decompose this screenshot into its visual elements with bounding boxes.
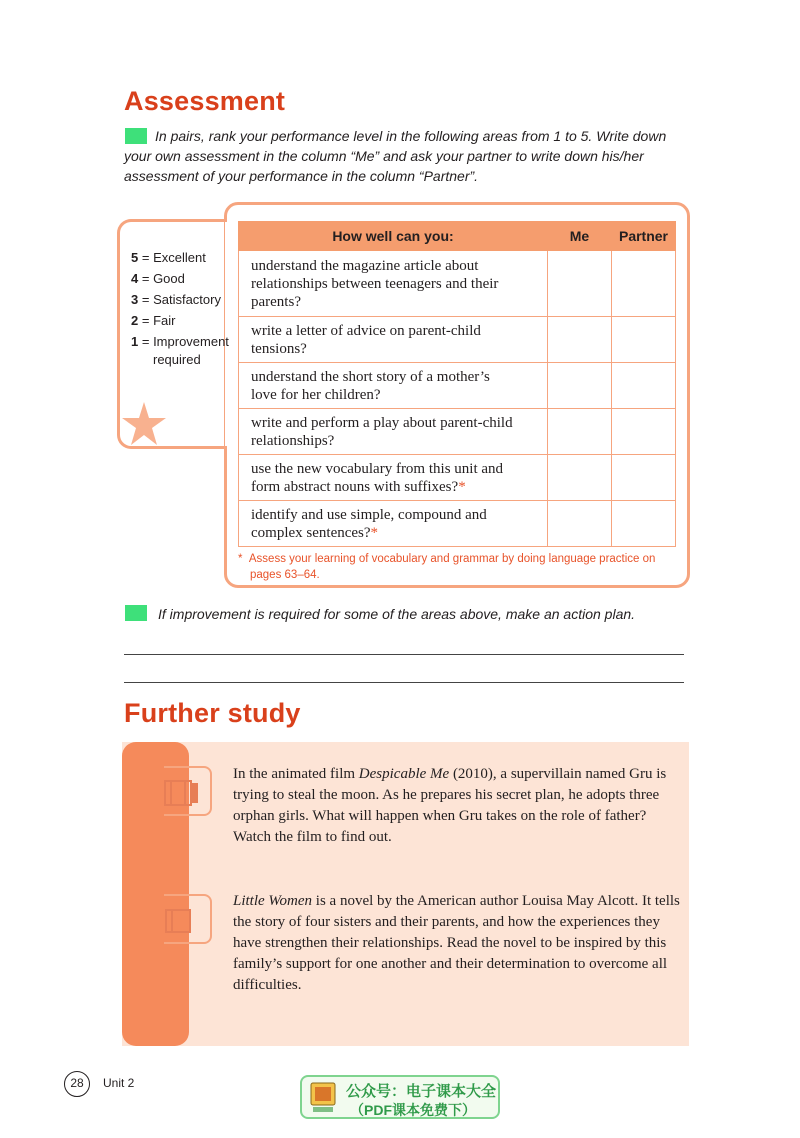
page-number: 28 bbox=[64, 1071, 90, 1097]
scale-item: 2 = Fair bbox=[131, 313, 176, 328]
table-footnote: * Assess your learning of vocabulary and grammar by doing language practice on pages 63–64. bbox=[238, 553, 656, 581]
me-input-cell[interactable] bbox=[548, 455, 612, 501]
skill-cell: use the new vocabulary from this unit and form abstract nouns with suffixes?* bbox=[239, 455, 548, 501]
col-header-skill: How well can you: bbox=[239, 222, 548, 251]
book-icon bbox=[164, 894, 212, 944]
green-marker-icon bbox=[125, 605, 147, 621]
scale-item: 3 = Satisfactory bbox=[131, 292, 221, 307]
partner-input-cell[interactable] bbox=[612, 251, 676, 317]
skill-cell: write and perform a play about parent-child relationships? bbox=[239, 409, 548, 455]
watermark-line2: （PDF课本免费下） bbox=[350, 1102, 476, 1118]
me-input-cell[interactable] bbox=[548, 363, 612, 409]
assessment-title: Assessment bbox=[124, 86, 286, 116]
col-header-me: Me bbox=[548, 222, 612, 251]
partner-input-cell[interactable] bbox=[612, 501, 676, 547]
col-header-partner: Partner bbox=[612, 222, 676, 251]
me-input-cell[interactable] bbox=[548, 317, 612, 363]
scale-item: 4 = Good bbox=[131, 271, 185, 286]
table-row bbox=[239, 317, 676, 363]
assessment-table bbox=[238, 221, 676, 547]
me-input-cell[interactable] bbox=[548, 251, 612, 317]
further-study-title: Further study bbox=[124, 698, 301, 728]
assessment-instruction: In pairs, rank your performance level in the following areas from 1 to 5. Write down your own assessment in the column “Me” and ask your partner to write down his/her assessment of your performance in the column “Partner”. bbox=[124, 128, 667, 184]
unit-label: Unit 2 bbox=[103, 1076, 135, 1090]
partner-input-cell[interactable] bbox=[612, 363, 676, 409]
me-input-cell[interactable] bbox=[548, 409, 612, 455]
scale-item: 5 = Excellent bbox=[131, 250, 206, 265]
partner-input-cell[interactable] bbox=[612, 409, 676, 455]
table-row bbox=[239, 501, 676, 547]
star-icon bbox=[120, 400, 170, 448]
film-icon bbox=[164, 766, 212, 816]
skill-cell: understand the short story of a mother’s love for her children? bbox=[239, 363, 548, 409]
skill-cell: identify and use simple, compound and complex sentences?* bbox=[239, 501, 548, 547]
table-row bbox=[239, 363, 676, 409]
watermark-logo-icon bbox=[310, 1082, 336, 1114]
table-row bbox=[239, 455, 676, 501]
watermark bbox=[300, 1075, 500, 1119]
table-row bbox=[239, 251, 676, 317]
partner-input-cell[interactable] bbox=[612, 455, 676, 501]
film-recommendation: In the animated film Despicable Me (2010), a supervillain named Gru is trying to steal the moon. As he prepares his secret plan, he adopts three orphan girls. What will happen when Gru takes on the role of father? Watch the film to find out. bbox=[233, 766, 667, 845]
action-plan-instruction: If improvement is required for some of the areas above, make an action plan. bbox=[158, 606, 636, 622]
skill-cell: understand the magazine article about relationships between teenagers and their parents? bbox=[239, 251, 548, 317]
rating-scale bbox=[131, 247, 229, 367]
scale-item: 1 = Improvement required bbox=[131, 334, 229, 367]
writing-line[interactable] bbox=[124, 654, 684, 655]
watermark-line1: 公众号：电子课本大全 bbox=[346, 1083, 497, 1100]
writing-line[interactable] bbox=[124, 682, 684, 683]
partner-input-cell[interactable] bbox=[612, 317, 676, 363]
table-row bbox=[239, 409, 676, 455]
me-input-cell[interactable] bbox=[548, 501, 612, 547]
skill-cell: write a letter of advice on parent-child tensions? bbox=[239, 317, 548, 363]
book-recommendation: Little Women is a novel by the American author Louisa May Alcott. It tells the story of four sisters and their parents, and how the experiences they have strengthen their relationships. Read the novel to be inspired by this family’s support for one another and their determination to overcome all difficulties. bbox=[233, 893, 680, 993]
